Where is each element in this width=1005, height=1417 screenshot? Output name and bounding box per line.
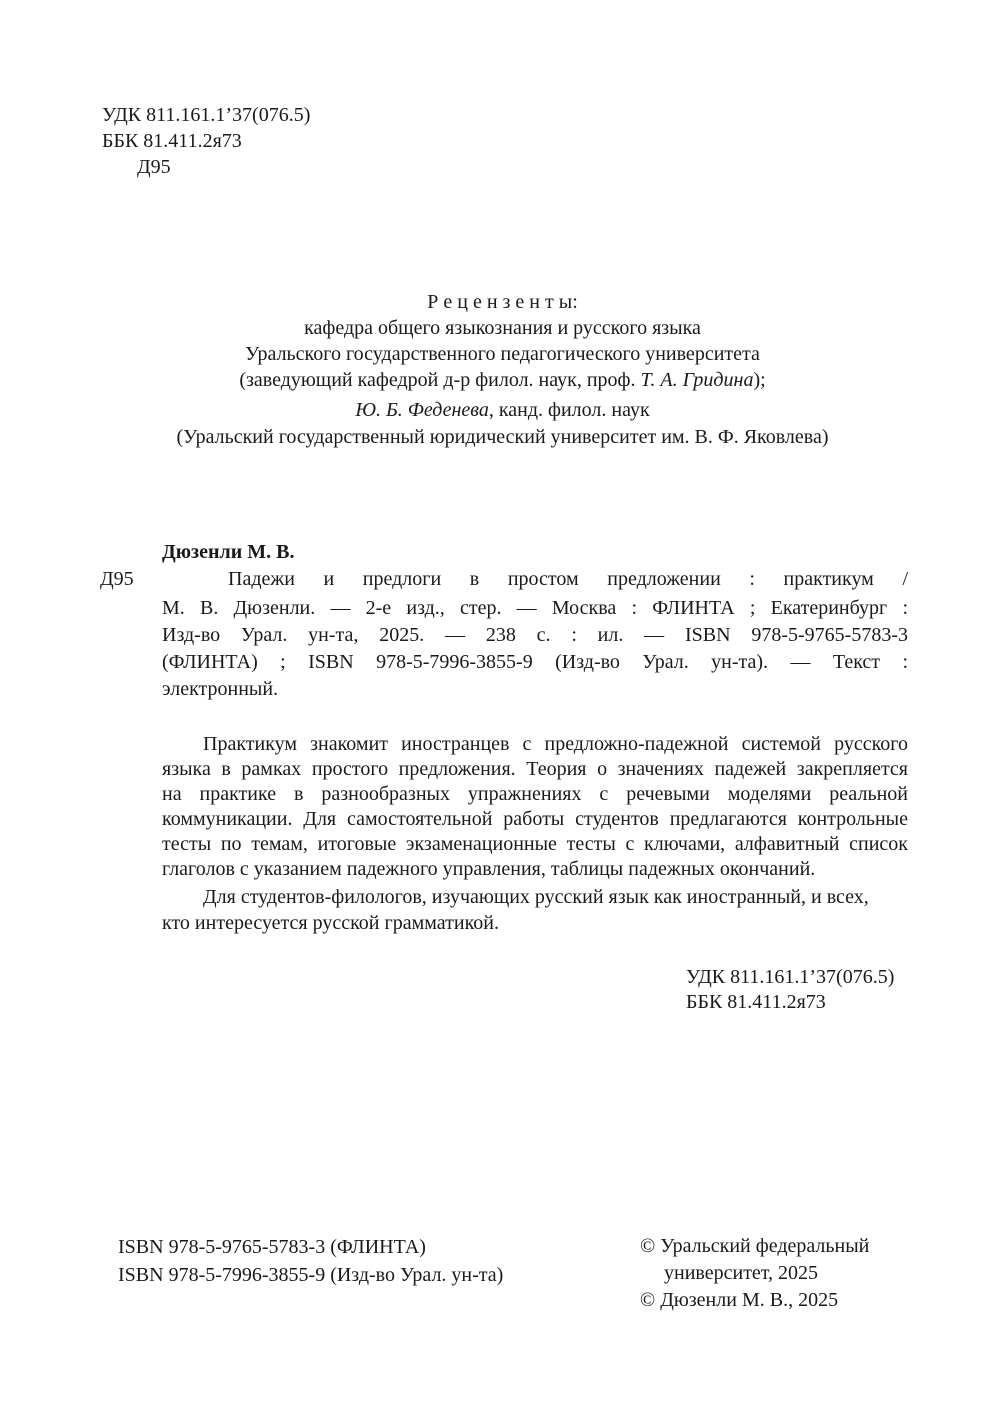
footer-isbn-2: ISBN 978-5-7996-3855-9 (Изд-во Урал. ун-та) — [118, 1264, 504, 1286]
footer-copyright-1a: © Уральский федеральный — [640, 1235, 870, 1257]
annotation-p1-line1: Практикум знакомит иностранцев с предложно-падежной системой русского — [203, 733, 908, 755]
reviewers-title: Р е ц е н з е н т ы: — [427, 291, 578, 313]
entry-code: Д95 — [100, 568, 134, 590]
entry-author: Дюзенли М. В. — [162, 541, 295, 563]
annotation-p1-line2: языка в рамках простого предложения. Теория о значениях падежей закрепляется — [162, 758, 908, 780]
annotation-p2-line2: кто интересуется русской грамматикой. — [162, 912, 499, 934]
header-bbk: ББК 81.411.2я73 — [102, 130, 242, 152]
entry-line-1: Падежи и предлоги в простом предложении : практикум / — [228, 568, 908, 590]
footer-isbn-1: ISBN 978-5-9765-5783-3 (ФЛИНТА) — [118, 1236, 426, 1258]
annotation-p1-line4: коммуникации. Для самостоятельной работы студентов предлагаются контрольные — [162, 808, 908, 830]
annotation-p1-line6: глаголов с указанием падежного управления, таблицы падежных окончаний. — [162, 858, 816, 880]
header-udk: УДК 811.161.1’37(076.5) — [102, 104, 311, 126]
annotation-p2-line1: Для студентов-филологов, изучающих русский язык как иностранный, и всех, — [203, 886, 869, 908]
reviewers-line2: Уральского государственного педагогического университета — [245, 343, 760, 365]
reviewer1-name: Т. А. Гридина — [640, 369, 754, 391]
footer-copyright-2: © Дюзенли М. В., 2025 — [640, 1289, 839, 1311]
footer-copyright-1b: университет, 2025 — [664, 1262, 819, 1284]
classification-bbk: ББК 81.411.2я73 — [686, 991, 826, 1013]
annotation-p1-line5: тесты по темам, итоговые экзаменационные тесты с ключами, алфавитный список — [162, 833, 908, 855]
reviewers-line5: (Уральский государственный юридический университет им. В. Ф. Яковлева) — [176, 426, 829, 448]
entry-line-5: электронный. — [162, 678, 279, 700]
entry-line-4: (ФЛИНТА) ; ISBN 978-5-7996-3855-9 (Изд-во Урал. ун-та). — Текст : — [162, 651, 908, 673]
annotation-p1-line3: на практике в разнообразных упражнениях с речевыми моделями реальной — [162, 783, 908, 805]
classification-udk: УДК 811.161.1’37(076.5) — [686, 966, 895, 988]
entry-line-2: М. В. Дюзенли. — 2-е изд., стер. — Москва : ФЛИНТА ; Екатеринбург : — [162, 597, 908, 619]
reviewers-line3: (заведующий кафедрой д-р филол. наук, проф. Т. А. Гридина); — [239, 369, 766, 391]
reviewers-line1: кафедра общего языкознания и русского языка — [304, 317, 701, 339]
header-code: Д95 — [137, 156, 171, 178]
entry-line-3: Изд-во Урал. ун-та, 2025. — 238 с. : ил. — ISBN 978-5-9765-5783-3 — [162, 624, 908, 646]
reviewer2-name: Ю. Б. Феденева — [355, 399, 489, 421]
reviewers-line4: Ю. Б. Феденева, канд. филол. наук — [355, 399, 650, 421]
